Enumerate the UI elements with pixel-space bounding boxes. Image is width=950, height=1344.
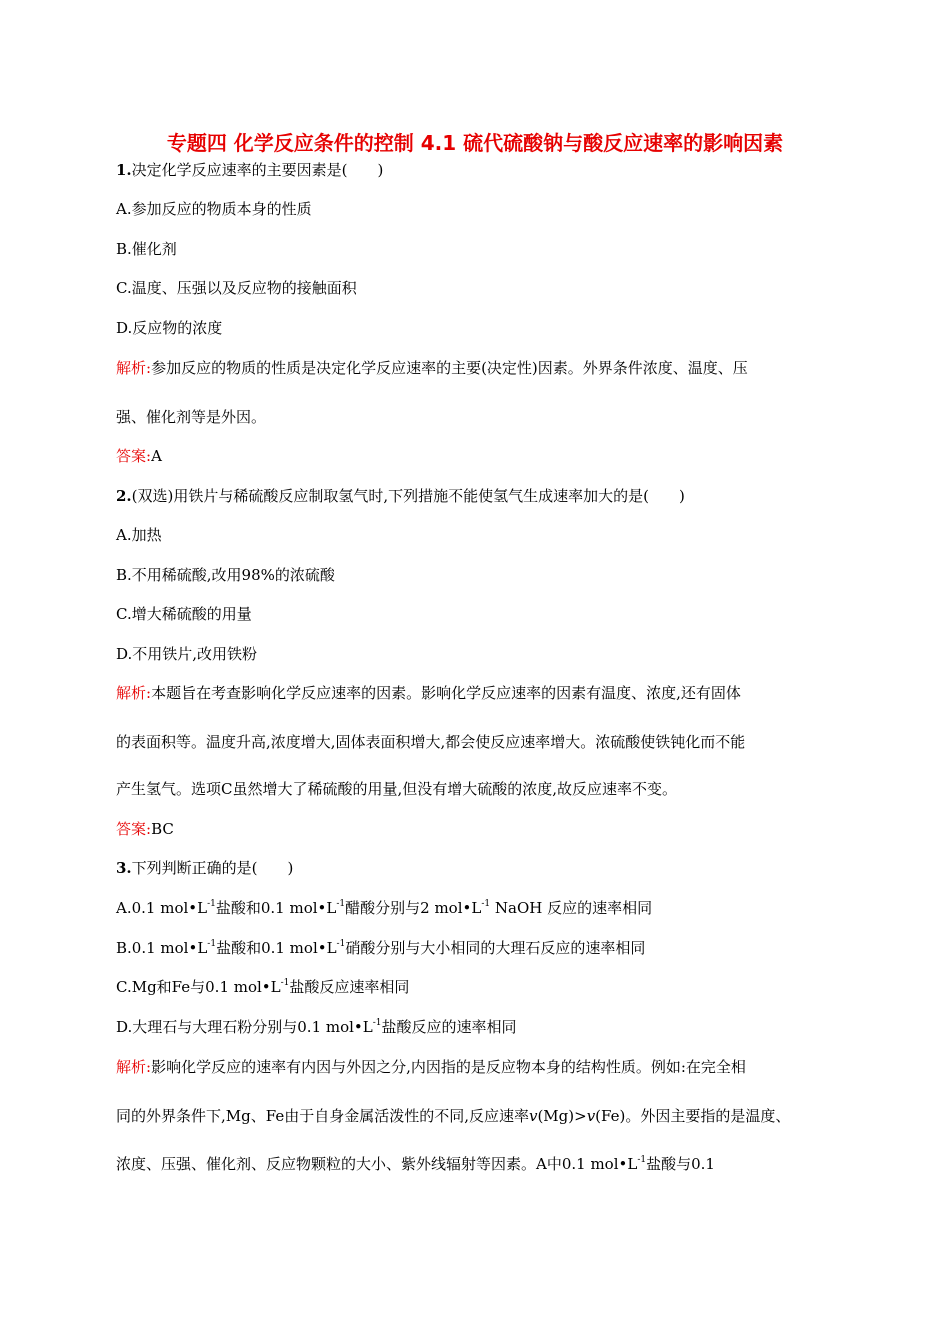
question-2-answer: [116, 819, 174, 839]
question-2-option-b: B.不用稀硫酸,改用98%的浓硫酸: [116, 566, 335, 584]
question-2-stem: [116, 486, 685, 506]
option-text: D.大理石与大理石粉分别与0.1 mol•L: [116, 1018, 373, 1036]
option-text: 盐酸和0.1 mol•L: [216, 939, 337, 957]
option-text: A.0.1 mol•L: [116, 899, 208, 917]
analysis-text: 盐酸与0.1: [646, 1155, 715, 1173]
analysis-text: 本题旨在考查影响化学反应速率的因素。影响化学反应速率的因素有温度、浓度,还有固体: [151, 684, 741, 702]
question-text: 决定化学反应速率的主要因素是( ): [131, 161, 384, 179]
question-2-analysis: [116, 683, 741, 703]
question-2-analysis-cont-1: 的表面积等。温度升高,浓度增大,固体表面积增大,都会使反应速率增大。浓硫酸使铁钝化而不能: [116, 733, 746, 751]
answer-label: 答案:: [116, 820, 152, 838]
option-text: B.0.1 mol•L: [116, 939, 208, 957]
option-text: 盐酸反应的速率相同: [381, 1018, 517, 1036]
question-number: 2.: [116, 487, 132, 505]
question-2-option-d: D.不用铁片,改用铁粉: [116, 645, 258, 663]
analysis-text: 浓度、压强、催化剂、反应物颗粒的大小、紫外线辐射等因素。A中0.1 mol•L: [116, 1155, 638, 1173]
question-text: 下列判断正确的是( ): [131, 859, 294, 877]
question-3-option-a: [116, 898, 652, 918]
option-text: 醋酸分别与2 mol•L: [345, 899, 482, 917]
question-1-answer: [116, 446, 162, 466]
superscript: -1: [637, 1155, 647, 1165]
question-number: 3.: [116, 859, 132, 877]
superscript: -1: [280, 978, 290, 988]
rate-symbol: v: [586, 1107, 596, 1125]
option-text: C.Mg和Fe与0.1 mol•L: [116, 978, 281, 996]
question-3-option-c: [116, 977, 409, 997]
question-3-analysis: [116, 1057, 746, 1077]
option-text: NaOH 反应的速率相同: [490, 899, 653, 917]
superscript: -1: [336, 939, 346, 949]
analysis-label: 解析:: [116, 684, 152, 702]
superscript: -1: [372, 1018, 382, 1028]
answer-value: BC: [151, 820, 174, 838]
question-3-analysis-cont-1: [116, 1106, 790, 1126]
question-2-analysis-cont-2: 产生氢气。选项C虽然增大了稀硫酸的用量,但没有增大硫酸的浓度,故反应速率不变。: [116, 780, 678, 798]
question-3-stem: [116, 858, 293, 878]
question-1-analysis: [116, 358, 748, 378]
analysis-text: (Fe)。外因主要指的是温度、: [595, 1107, 791, 1125]
option-text: 硝酸分别与大小相同的大理石反应的速率相同: [345, 939, 646, 957]
analysis-text: 参加反应的物质的性质是决定化学反应速率的主要(决定性)因素。外界条件浓度、温度、压: [151, 359, 748, 377]
superscript: -1: [207, 939, 217, 949]
question-1-option-b: B.催化剂: [116, 240, 177, 258]
question-number: 1.: [116, 161, 132, 179]
question-text: (双选)用铁片与稀硫酸反应制取氢气时,下列措施不能使氢气生成速率加大的是( ): [131, 487, 685, 505]
question-3-option-b: [116, 938, 645, 958]
analysis-text: 影响化学反应的速率有内因与外因之分,内因指的是反应物本身的结构性质。例如:在完全相: [151, 1058, 746, 1076]
analysis-text: (Mg)>: [537, 1107, 587, 1125]
analysis-label: 解析:: [116, 359, 152, 377]
rate-symbol: v: [528, 1107, 538, 1125]
superscript: -1: [481, 899, 491, 909]
answer-label: 答案:: [116, 447, 152, 465]
superscript: -1: [207, 899, 216, 909]
question-1-option-a: A.参加反应的物质本身的性质: [116, 200, 312, 218]
question-3-analysis-cont-2: [116, 1154, 715, 1174]
option-text: 盐酸和0.1 mol•L: [215, 899, 337, 917]
analysis-text: 同的外界条件下,Mg、Fe由于自身金属活泼性的不同,反应速率: [116, 1107, 529, 1125]
question-2-option-c: C.增大稀硫酸的用量: [116, 605, 252, 623]
question-1-analysis-cont: 强、催化剂等是外因。: [116, 408, 267, 426]
option-text: 盐酸反应速率相同: [289, 978, 410, 996]
answer-value: A: [151, 447, 162, 465]
question-1-stem: [116, 160, 383, 180]
question-1-option-c: C.温度、压强以及反应物的接触面积: [116, 279, 357, 297]
page-title: 专题四 化学反应条件的控制 4.1 硫代硫酸钠与酸反应速率的影响因素: [166, 131, 784, 155]
question-2-option-a: A.加热: [116, 526, 162, 544]
superscript: -1: [336, 899, 346, 909]
question-1-option-d: D.反应物的浓度: [116, 319, 223, 337]
analysis-label: 解析:: [116, 1058, 152, 1076]
question-3-option-d: [116, 1017, 517, 1037]
